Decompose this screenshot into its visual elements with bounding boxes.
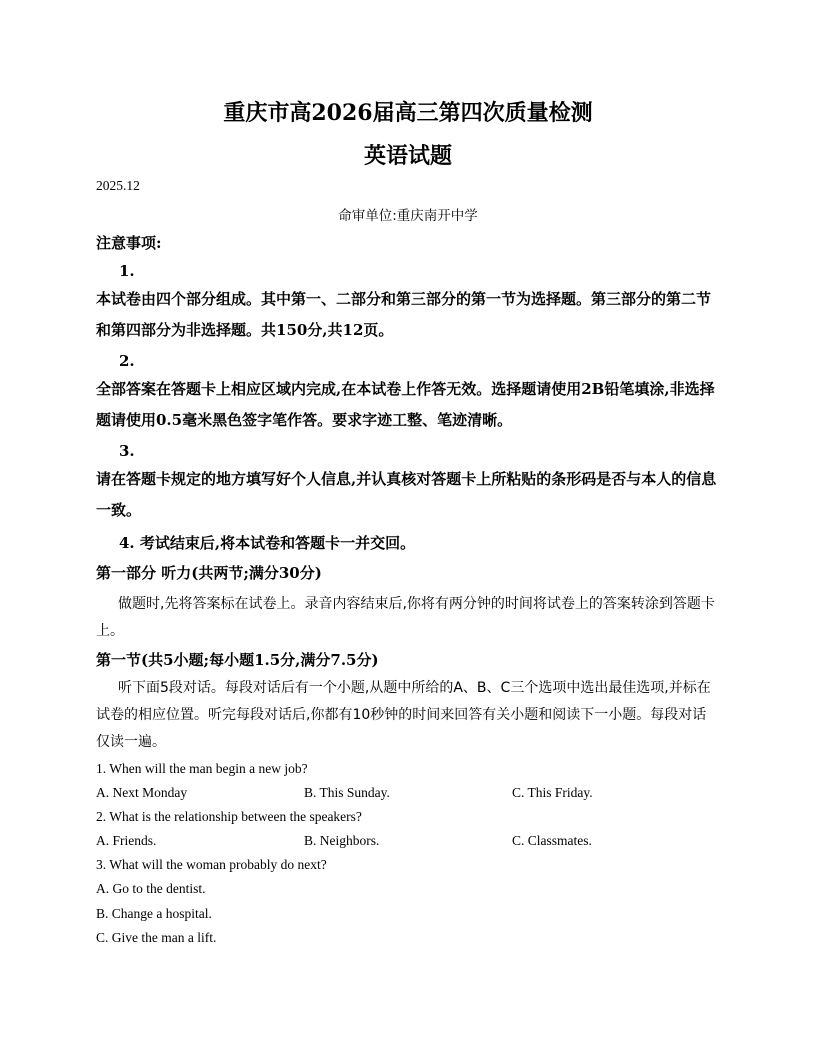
notice-item-text: 全部答案在答题卡上相应区域内完成,在本试卷上作答无效。选择题请使用2B铅笔填涂,非选择题请使用0.5毫米黑色签字笔作答。要求字迹工整、笔迹清晰。	[96, 380, 715, 429]
question-2: 2. What is the relationship between the speakers?	[96, 809, 362, 824]
question-1: 1. When will the man begin a new job?	[96, 761, 308, 776]
exam-subtitle: 英语试题	[363, 143, 452, 169]
part1-heading: 第一部分 听力(共两节;满分30分)	[96, 564, 322, 582]
option-b: B. Change a hospital.	[96, 906, 212, 921]
notice-heading: 注意事项:	[96, 234, 162, 252]
exam-title: 重庆市高2026届高三第四次质量检测	[223, 100, 593, 126]
option-a: A. Friends.	[96, 833, 157, 848]
option-b: B. Neighbors.	[304, 833, 380, 848]
notice-item-4: 4. 考试结束后,将本试卷和答题卡一并交回。	[119, 534, 416, 552]
section1-instruction: 听下面5段对话。每段对话后有一个小题,从题中所给的A、B、C三个选项中选出最佳选项,并标在试卷的相应位置。听完每段对话后,你都有10秒钟的时间来回答有关小题和阅读下一小题。每段对话仅读一遍。	[96, 680, 711, 750]
notice-item-number: 2.	[119, 352, 135, 370]
section1-heading: 第一节(共5小题;每小题1.5分,满分7.5分)	[96, 651, 379, 669]
option-a: A. Go to the dentist.	[96, 881, 206, 896]
exam-date: 2025.12	[96, 178, 140, 193]
question-3: 3. What will the woman probably do next?	[96, 857, 327, 872]
option-b: B. This Sunday.	[304, 785, 390, 800]
option-c: C. This Friday.	[512, 785, 593, 800]
notice-item-number: 3.	[119, 442, 135, 460]
option-a: A. Next Monday	[96, 785, 188, 800]
issuing-unit: 命审单位:重庆南开中学	[338, 208, 478, 224]
notice-item-text: 请在答题卡规定的地方填写好个人信息,并认真核对答题卡上所粘贴的条形码是否与本人的信息一致。	[96, 470, 717, 519]
option-c: C. Give the man a lift.	[96, 930, 217, 945]
option-c: C. Classmates.	[512, 833, 592, 848]
notice-item-number: 1.	[119, 262, 135, 280]
part1-instruction: 做题时,先将答案标在试卷上。录音内容结束后,你将有两分钟的时间将试卷上的答案转涂到答题卡上。	[96, 596, 715, 639]
notice-item-text: 本试卷由四个部分组成。其中第一、二部分和第三部分的第一节为选择题。第三部分的第二节和第四部分为非选择题。共150分,共12页。	[96, 290, 712, 339]
